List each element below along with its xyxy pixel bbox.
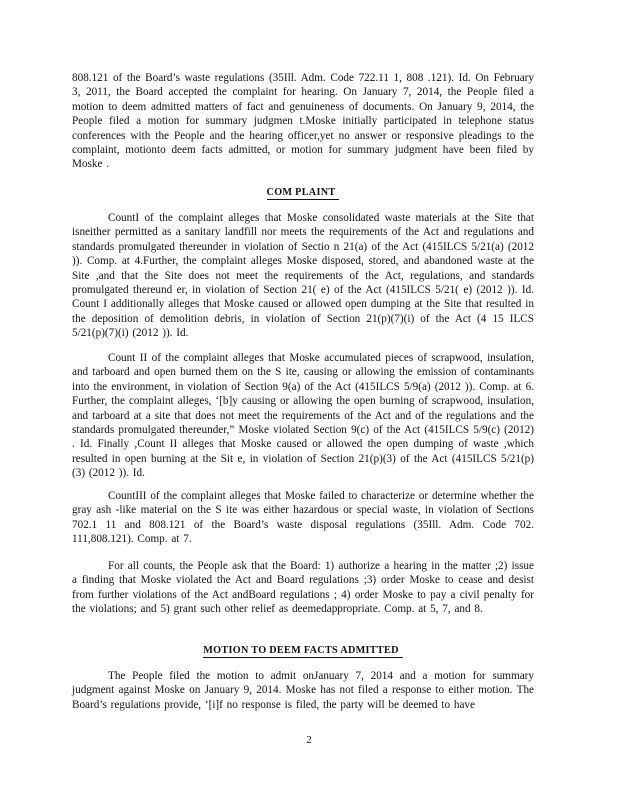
heading-text: MOTION TO DEEM FACTS ADMITTED (203, 645, 403, 658)
paragraph-text: CountI of the complaint alleges that Moske consolidated waste materials at the Site that isneither permitted as a sanitary landfill nor meets the requirements of the Act and regulations and standards promulgated thereunder in violation of Sectio n 21(a) of the Act (415ILCS 5/21(a) (2012 )). Comp. at 4.Further, the complaint alleges Moske disposed, stored, and abandoned waste at the Site ,and that the Site does not meet the requirements of the Act, regulations, and standards promulgated thereund er, in violation of Section 21( e) of the Act (415ILCS 5/21( e) (2012 )). Id. Count I additionally alleges that Moske caused or allowed open dumping at the Site that resulted in the deposition of demolition debris, in violation of Section 21(p)(7)(i) of the Act (4 15 ILCS 5/21(p)(7)(i) (2012 )). Id. (72, 212, 534, 340)
paragraph-relief-requested (72, 559, 534, 617)
paragraph-text: The People filed the motion to admit onJanuary 7, 2014 and a motion for summary judgment against Moske on January 9, 2014. Moske has not filed a response to either motion. The Board’s regulations provide, ‘[i]f no response is filed, the party will be deemed to have (72, 670, 534, 711)
paragraph-text: For all counts, the People ask that the Board: 1) authorize a hearing in the matter ;2) issue a finding that Moske violated the Act and Board regulations ;3) order Moske to cease and desist from further violations of the Act andBoard regulations ; 4) order Moske to pay a civil penalty for the violations; and 5) grant such other relief as deemedappropriate. Comp. at 5, 7, and 8. (72, 560, 534, 616)
paragraph-text: Count II of the complaint alleges that Moske accumulated pieces of scrapwood, insulation, and tarboard and open burned them on the S ite, causing or allowing the emission of contaminants into the environment, in violation of Section 9(a) of the Act (415ILCS 5/9(a) (2012 )). Comp. at 6. Further, the complaint alleges, ‘[b]y causing or allowing the open burning of scrapwood, insulation, and tarboard at a site that does not meet the requirements of the Act and of the regulations and the standards promulgated thereunder,” Moske violated Section 9(c) of the Act (415ILCS 5/9(c) (2012) . Id. Finally ,Count II alleges that Moske caused or allowed the open dumping of waste ,which resulted in open burning at the Sit e, in violation of Section 21(p)(3) of the Act (415ILCS 5/21(p)(3) (2012 )). Id. (72, 352, 534, 480)
paragraph-count-two (72, 351, 534, 481)
paragraph-count-three (72, 489, 534, 547)
paragraph-text: 808.121 of the Board’s waste regulations (35Ill. Adm. Code 722.11 1, 808 .121). Id. On February 3, 2011, the Board accepted the complaint for hearing. On January 7, 2014, the People filed a motion to deem admitted matters of fact and genuineness of documents. On January 9, 2014, the People filed a motion for summary judgmen t.Moske initially participated in telephone status conferences with the People and the hearing officer,yet no answer or responsive pleadings to the complaint, motionto deem facts admitted, or motion for summary judgment have been filed by Moske . (72, 72, 534, 171)
paragraph-text: CountIII of the complaint alleges that Moske failed to characterize or determine whether the gray ash -like material on the S ite was either hazardous or special waste, in violation of Sections 702.1 11 and 808.121 of the Board’s waste disposal regulations (35Ill. Adm. Code 702. 111,808.121). Comp. at 7. (72, 490, 534, 546)
paragraph-procedural-history (72, 71, 534, 172)
section-heading-motion (72, 645, 534, 656)
page-number: 2 (306, 734, 312, 746)
heading-text: COM PLAINT (267, 187, 340, 200)
paragraph-count-one (72, 211, 534, 341)
paragraph-motion (72, 669, 534, 712)
section-heading-complaint (72, 187, 534, 198)
